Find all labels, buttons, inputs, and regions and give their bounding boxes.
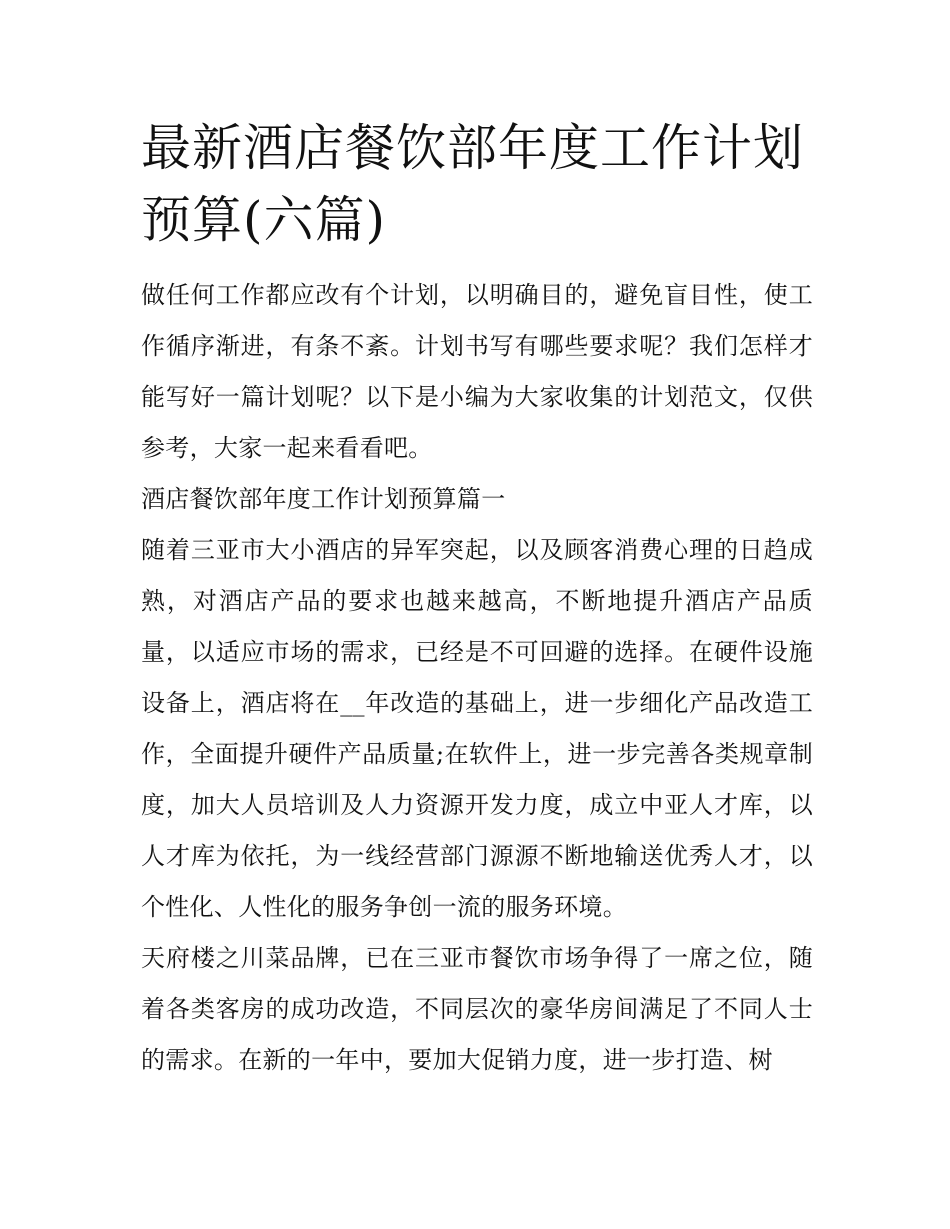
intro-paragraph: 做任何工作都应改有个计划，以明确目的，避免盲目性，使工作循序渐进，有条不紊。计划书写有哪些要求呢？我们怎样才能写好一篇计划呢？以下是小编为大家收集的计划范文，仅供参考，大家一起来看看吧。 xyxy=(141,281,813,462)
section-heading: 酒店餐饮部年度工作计划预算篇一 xyxy=(141,485,506,513)
body-paragraph-1: 随着三亚市大小酒店的异军突起，以及顾客消费心理的日趋成熟，对酒店产品的要求也越来越高，不断地提升酒店产品质量，以适应市场的需求，已经是不可回避的选择。在硬件设施设备上，酒店将在__年改造的基础上，进一步细化产品改造工作，全面提升硬件产品质量;在软件上，进一步完善各类规章制度，加大人员培训及人力资源开发力度，成立中亚人才库，以人才库为依托，为一线经营部门源源不断地输送优秀人才，以个性化、人性化的服务争创一流的服务环境。 xyxy=(141,536,813,921)
document-title: 最新酒店餐饮部年度工作计划预算(六篇) xyxy=(141,119,804,249)
document-page xyxy=(141,112,813,1086)
body-paragraph-2: 天府楼之川菜品牌，已在三亚市餐饮市场争得了一席之位，随着各类客房的成功改造，不同层次的豪华房间满足了不同人士的需求。在新的一年中，要加大促销力度，进一步打造、树 xyxy=(141,944,813,1074)
